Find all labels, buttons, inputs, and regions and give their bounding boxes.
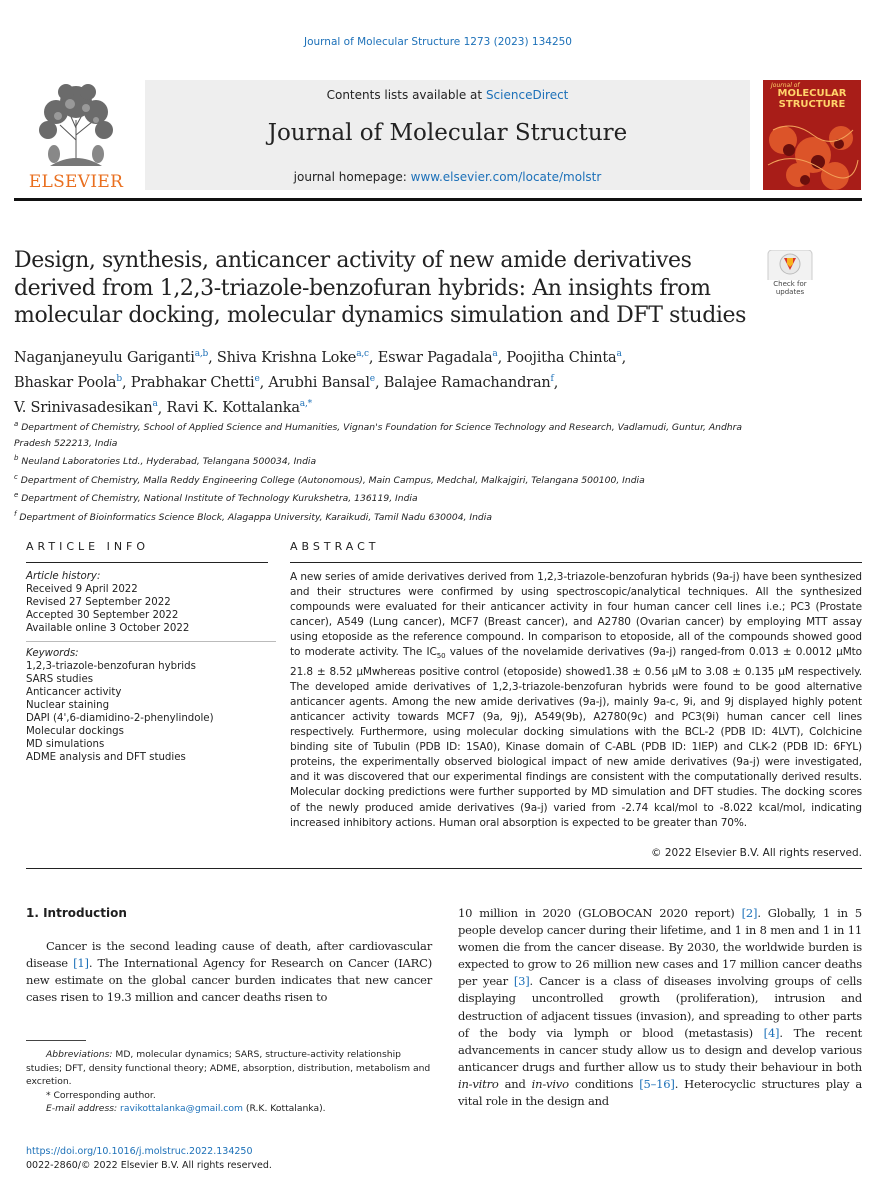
intro-column-2: 10 million in 2020 (GLOBOCAN 2020 report) [2]. Globally, 1 in 5 people develop cancer during their lifetime, and 1 in 8 men and 1 in 11 women die from the cancer disease. By 2030, the worldwide burden is expected to grow to 26 million new cases and 17 million cancer deaths per year [3]. Cancer is a class of diseases involving groups of cells displaying uncontrolled growth (proliferation), intrusion and destruction of adjacent tissues (invasion), and spreading to other parts of the body via lymph or blood (metastasis) [4]. The recent advancements in cancer study allow us to design and develop various anticancer drugs and further allow us to study their behaviour in both in-vitro and in-vivo conditions [5–16]. Heterocyclic structures play a vital role in the design and bbox=[458, 906, 863, 1109]
footnotes bbox=[26, 1048, 436, 1116]
keyword: ADME analysis and DFT studies bbox=[26, 752, 186, 763]
author[interactable]: Eswar Pagadala$^a$ bbox=[377, 349, 498, 366]
reference-link[interactable]: [3] bbox=[513, 974, 530, 989]
article-info bbox=[26, 570, 276, 764]
history-item: Received 9 April 2022 bbox=[26, 584, 138, 595]
author[interactable]: V. Srinivasadesikan$^a$ bbox=[14, 399, 158, 417]
info-divider bbox=[26, 641, 276, 642]
author[interactable]: Naganjaneyulu Gariganti$^{a,b}$ bbox=[14, 349, 209, 366]
affiliation: $^f$ Department of Bioinformatics Science Block, Alagappa University, Karaikudi, Tamil Nadu 630004, India bbox=[14, 509, 492, 523]
section-heading-introduction: 1. Introduction bbox=[26, 906, 127, 920]
author[interactable]: Ravi K. Kottalanka$^{a,*}$ bbox=[166, 399, 312, 417]
abstract-text: A new series of amide derivatives derived from 1,2,3-triazole-benzofuran hybrids (9a-j) have been synthesized and their structures were confirmed by using spectroscopic/analytical techniques. All the synthesized compounds were evaluated for their anticancer activity in four human cancer cell lines i.e.; PC3 (Prostate cancer), A549 (Lung cancer), MCF7 (Breast cancer), and A2780 (Ovarian cancer) by employing MTT assay using etoposide as the reference compound. In comparison to etoposide, all of the compounds showed good to moderate activity. The $IC_{50}$ values of the novelamide derivatives (9a-j) ranged-from 0.013 ± 0.0012 μMto 21.8 ± 8.52 μMwhereas positive control (etoposide) showed1.38 ± 0.56 μM to 3.08 ± 0.135 μM respectively. The developed amide derivatives of 1,2,3-triazole-benzofuran hybrids were found to be good alternative anticancer agents. Among the new amide derivatives (9a-j), mainly 9a-c, 9i, and 9j displayed highly potent anticancer activity towards MCF7 (9a, 9j), A549(9b), A2780(9c) and PC3(9i) human cancer cell lines respectively. Furthermore, using molecular docking simulations with the BCL-2 (PDB ID: 4LVT), Colchicine binding site of Tubulin (PDB ID: 1SA0), Kinase domain of C-ABL (PDB ID: 1IEP) and CLK-2 (PDB ID: 6FYL) proteins, the experimentally observed biological impact of new amide derivatives (9a-j) were investigated, and it was discovered that our experimental findings are consistent with the computationally derived results. Molecular docking predictions were further supported by MD simulation and DFT studies. The docking scores of the newly produced amide derivatives (9a-j) varied from -2.74 kcal/mol to -8.022 kcal/mol, indicating increased inhibitory actions. Human oral absorption is expected to be greater than 70%. bbox=[290, 571, 862, 829]
reference-link[interactable]: [4] bbox=[763, 1025, 780, 1040]
journal-header bbox=[145, 80, 750, 190]
cover-small-text: Journal of bbox=[771, 82, 800, 89]
affiliations bbox=[14, 417, 774, 525]
journal-homepage-link[interactable]: www.elsevier.com/locate/molstr bbox=[410, 170, 602, 184]
journal-cover-image[interactable] bbox=[763, 80, 861, 190]
intro-column-1: Cancer is the second leading cause of death, after cardiovascular disease [1]. The International Agency for Research on Cancer (IARC) new estimate on the global cancer burden indicates that new cancer cases risen to 19.3 million and cancer deaths risen to bbox=[26, 939, 432, 1005]
affiliation: $^b$ Neuland Laboratories Ltd., Hyderabad, Telangana 500034, India bbox=[14, 454, 317, 468]
footnote-rule bbox=[26, 1040, 86, 1041]
check-updates-icon bbox=[766, 250, 814, 280]
article-info-rule bbox=[26, 562, 268, 563]
elsevier-tree-icon bbox=[30, 80, 122, 168]
abstract-heading: ABSTRACT bbox=[290, 540, 380, 553]
reference-link[interactable]: [2] bbox=[741, 906, 758, 920]
issn-line: 0022-2860/© 2022 Elsevier B.V. All rights reserved. bbox=[26, 1160, 272, 1171]
header-divider bbox=[14, 198, 862, 201]
check-updates-label: Check for updates bbox=[773, 280, 807, 296]
author[interactable]: Poojitha Chinta$^a$ bbox=[506, 349, 622, 366]
article-title: Design, synthesis, anticancer activity of new amide derivatives derived from 1,2,3-triazole-benzofuran hybrids: An insights from molecular docking, molecular dynamics simulation and DFT studies bbox=[14, 248, 747, 328]
keyword: MD simulations bbox=[26, 739, 105, 750]
journal-citation-link[interactable]: Journal of Molecular Structure 1273 (2023) 134250 bbox=[304, 36, 572, 48]
corresponding-author-note: * Corresponding author. bbox=[46, 1089, 156, 1101]
keyword: 1,2,3-triazole-benzofuran hybrids bbox=[26, 661, 196, 672]
author[interactable]: Shiva Krishna Loke$^{a,c}$ bbox=[216, 349, 369, 366]
article-info-heading: ARTICLE INFO bbox=[26, 540, 150, 553]
elsevier-logo[interactable] bbox=[22, 80, 128, 192]
check-for-updates-button[interactable] bbox=[766, 250, 814, 298]
abstract-copyright: © 2022 Elsevier B.V. All rights reserved. bbox=[651, 847, 862, 859]
affiliation: $^e$ Department of Chemistry, National Institute of Technology Kurukshetra, 136119, India bbox=[14, 491, 418, 505]
journal-homepage-line: journal homepage: www.elsevier.com/locate/molstr bbox=[293, 170, 602, 184]
author[interactable]: Prabhakar Chetti$^e$ bbox=[130, 374, 260, 392]
abbreviations-note: Abbreviations: MD, molecular dynamics; SARS, structure-activity relationship studies; DFT, density functional theory; ADME, absorption, distribution, metabolism and excretion. bbox=[26, 1049, 431, 1088]
email-note: E-mail address: ravikottalanka@gmail.com (R.K. Kottalanka). bbox=[46, 1103, 326, 1115]
affiliation: $^a$ Department of Chemistry, School of Applied Science and Humanities, Vignan's Foundation for Science Technology and Research, Vadlamudi, Guntur, Andhra bbox=[14, 420, 743, 434]
history-item: Revised 27 September 2022 bbox=[26, 597, 171, 608]
author[interactable]: Balajee Ramachandran$^f$ bbox=[383, 374, 554, 392]
page-footer bbox=[26, 1145, 272, 1173]
author[interactable]: Bhaskar Poola$^b$ bbox=[14, 374, 122, 392]
affiliation: Pradesh 522213, India bbox=[14, 437, 118, 449]
author-list: Naganjaneyulu Gariganti$^{a,b}$, Shiva Krishna Loke$^{a,c}$, Eswar Pagadala$^a$, Poojitha Chinta$^a$, Bhaskar Poola$^b$, Prabhakar Chetti$^e$, Arubhi Bansal$^e$, Balajee Ramachandran$^f$, V. Srinivasadesikan$^a$, Ravi K. Kottalanka$^{a,*}$ bbox=[14, 349, 627, 417]
contents-available-line: Contents lists available at ScienceDirect bbox=[326, 88, 569, 102]
abstract-rule bbox=[290, 562, 862, 563]
keyword: SARS studies bbox=[26, 674, 94, 685]
sciencedirect-link[interactable]: ScienceDirect bbox=[485, 88, 569, 102]
keyword: Molecular dockings bbox=[26, 726, 124, 737]
history-label: Article history: bbox=[26, 571, 101, 582]
keyword: DAPI (4',6-diamidino-2-phenylindole) bbox=[26, 713, 214, 724]
elsevier-wordmark: ELSEVIER bbox=[28, 172, 124, 192]
reference-link[interactable]: [5–16] bbox=[639, 1076, 675, 1091]
keyword: Anticancer activity bbox=[26, 687, 122, 698]
cover-title: MOLECULAR STRUCTURE bbox=[777, 88, 847, 110]
keyword: Nuclear staining bbox=[26, 700, 110, 711]
doi-link[interactable]: https://doi.org/10.1016/j.molstruc.2022.134250 bbox=[26, 1146, 253, 1157]
email-link[interactable]: ravikottalanka@gmail.com bbox=[120, 1103, 243, 1115]
keywords-label: Keywords: bbox=[26, 648, 79, 659]
affiliation: $^c$ Department of Chemistry, Malla Reddy Engineering College (Autonomous), Main Campus, Medchal, Malkajgiri, Telangana 500100, India bbox=[14, 472, 645, 486]
history-item: Available online 3 October 2022 bbox=[26, 623, 190, 634]
reference-link[interactable]: [1] bbox=[73, 956, 89, 971]
history-item: Accepted 30 September 2022 bbox=[26, 610, 179, 621]
author[interactable]: Arubhi Bansal$^e$ bbox=[268, 374, 375, 392]
abstract-bottom-rule bbox=[26, 868, 862, 869]
journal-name: Journal of Molecular Structure bbox=[267, 120, 628, 146]
